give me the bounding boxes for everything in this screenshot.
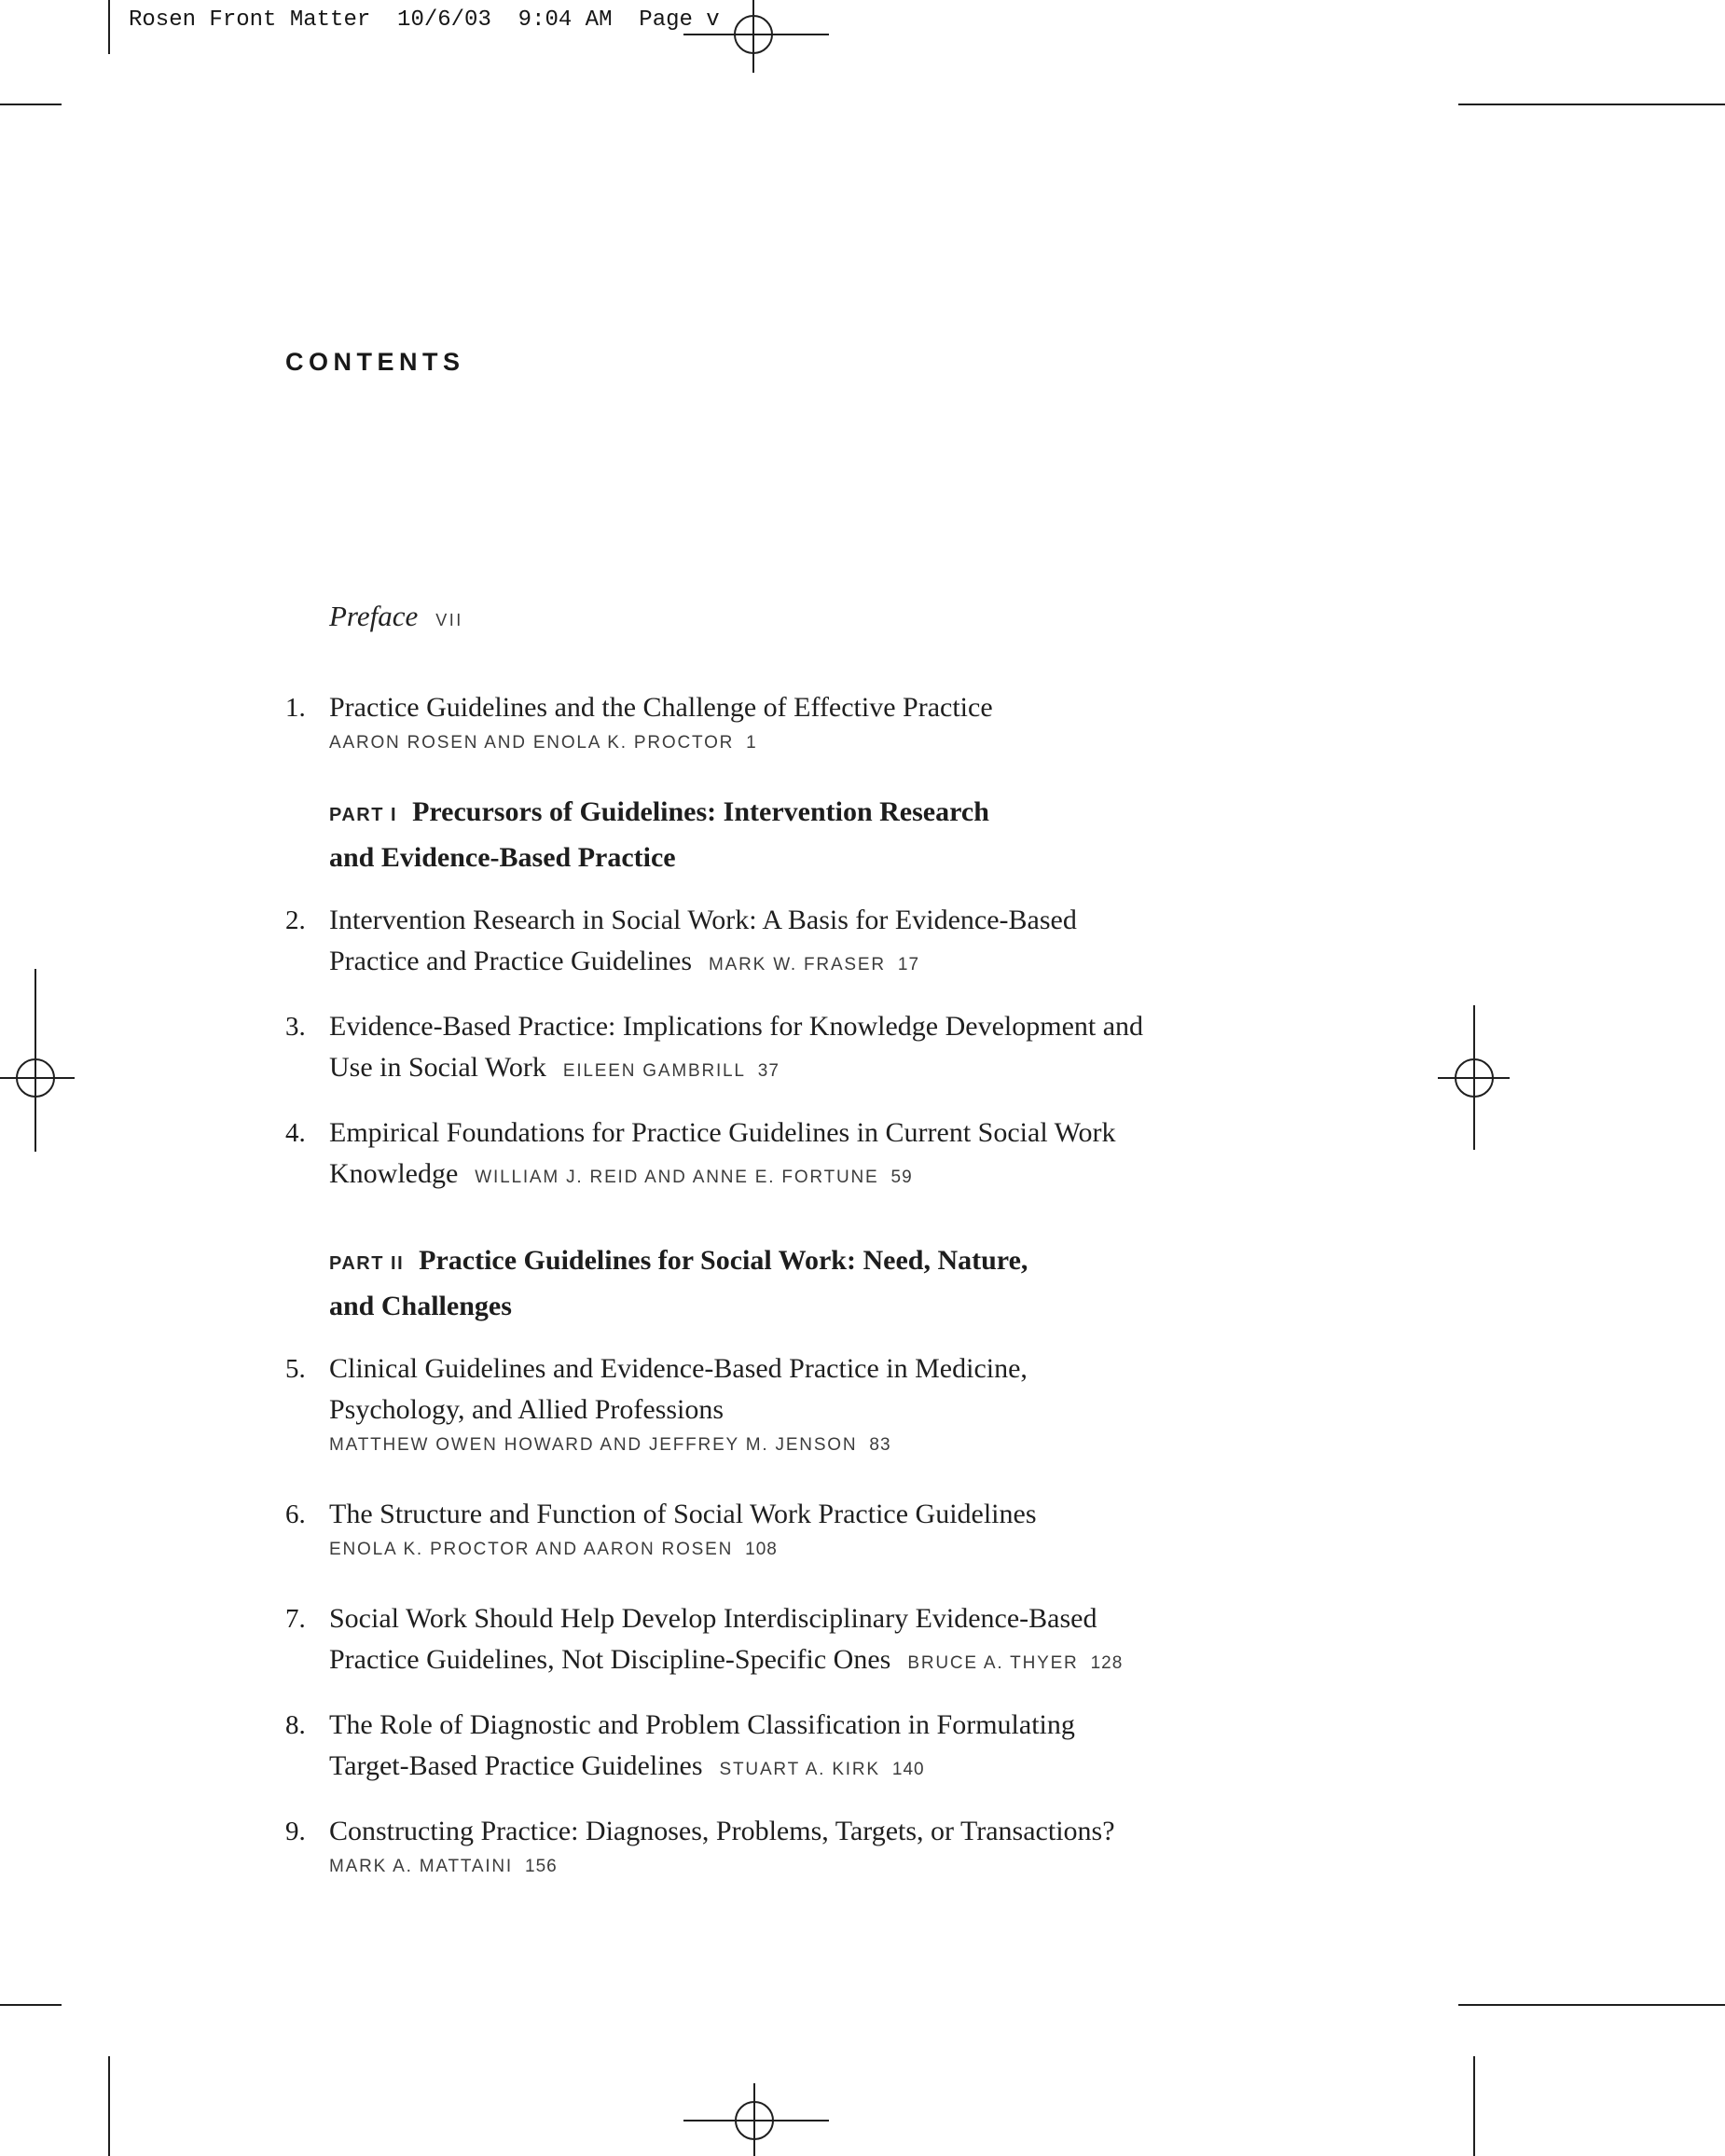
- part-label: PART II: [329, 1253, 405, 1274]
- chapter-number: 8.: [285, 1710, 306, 1740]
- chapter-title-text: Use in Social Work: [329, 1052, 546, 1083]
- chapter-title-line: Intervention Research in Social Work: A Basis for Evidence-Based: [329, 905, 1077, 935]
- chapter-title-line: [329, 1047, 1255, 1092]
- toc-entry-2: [285, 900, 1255, 986]
- chapter-title-line: [329, 1154, 1255, 1198]
- printer-slug-text: Rosen Front Matter 10/6/03 9:04 AM Page v: [129, 7, 720, 33]
- chapter-page-number: 156: [525, 1857, 558, 1876]
- trim-mark-top-right: [1458, 104, 1725, 105]
- chapter-title-line: [329, 941, 1255, 986]
- part-title-line: Precursors of Guidelines: Intervention Research: [412, 796, 989, 827]
- chapter-page-number: 140: [891, 1760, 925, 1779]
- toc-entry-8: [285, 1705, 1255, 1790]
- registration-mark-bottom: [683, 2083, 829, 2156]
- trim-mark-bottom-left: [0, 2004, 62, 2006]
- trim-mark-bottom-left-vertical: [108, 2056, 110, 2156]
- part-heading-2: [329, 1240, 1255, 1327]
- part-title-line: Practice Guidelines for Social Work: Need, Nature,: [419, 1245, 1028, 1276]
- author-names: BRUCE A. THYER: [907, 1653, 1079, 1673]
- chapter-title-line: [329, 1639, 1255, 1684]
- author-names: ENOLA K. PROCTOR AND AARON ROSEN: [329, 1540, 734, 1559]
- author-names: MARK W. FRASER: [709, 955, 886, 974]
- chapter-page-number: 128: [1090, 1653, 1124, 1673]
- contents-column: [285, 0, 1255, 1915]
- part-title-line: and Evidence-Based Practice: [329, 842, 676, 873]
- trim-mark-top-left: [0, 104, 62, 105]
- author-names: WILLIAM J. REID AND ANNE E. FORTUNE: [475, 1168, 879, 1187]
- chapter-page-number: 59: [890, 1168, 913, 1187]
- chapter-authors: [329, 1434, 1255, 1457]
- chapter-authors: [563, 1061, 780, 1081]
- chapter-authors: [709, 955, 919, 974]
- chapter-number: 3.: [285, 1012, 306, 1042]
- part-heading-1: [329, 792, 1255, 878]
- preface-title: Preface: [329, 600, 419, 632]
- chapter-page-number: 37: [757, 1061, 780, 1081]
- chapter-page-number: 17: [897, 955, 920, 974]
- part-title-line: and Challenges: [329, 1291, 512, 1321]
- chapter-page-number: 1: [746, 733, 757, 753]
- chapter-title-line: Constructing Practice: Diagnoses, Problems, Targets, or Transactions?: [329, 1816, 1115, 1846]
- preface-page-number: VII: [435, 611, 463, 629]
- chapter-page-number: 83: [869, 1435, 891, 1455]
- chapter-number: 6.: [285, 1500, 306, 1529]
- chapter-authors: [720, 1760, 925, 1779]
- chapter-title-text: Practice Guidelines, Not Discipline-Specific Ones: [329, 1644, 891, 1675]
- part-label: PART I: [329, 805, 398, 825]
- author-names: MARK A. MATTAINI: [329, 1857, 513, 1876]
- toc-entry-3: [285, 1006, 1255, 1092]
- chapter-title-line: Social Work Should Help Develop Interdisciplinary Evidence-Based: [329, 1603, 1097, 1634]
- registration-mark-left: [0, 969, 75, 1152]
- chapter-title-line: Psychology, and Allied Professions: [329, 1394, 724, 1425]
- toc-entry-7: [285, 1598, 1255, 1684]
- chapter-number: 4.: [285, 1118, 306, 1148]
- author-names: AARON ROSEN AND ENOLA K. PROCTOR: [329, 733, 735, 753]
- chapter-page-number: 108: [745, 1540, 778, 1559]
- chapter-title-text: Target-Based Practice Guidelines: [329, 1750, 703, 1781]
- registration-mark-right: [1438, 1005, 1510, 1150]
- chapter-number: 5.: [285, 1354, 306, 1384]
- author-names: STUART A. KIRK: [719, 1760, 880, 1779]
- chapter-title-line: Practice Guidelines and the Challenge of Effective Practice: [329, 692, 993, 723]
- chapter-authors: [329, 1539, 1255, 1561]
- chapter-title-line: Empirical Foundations for Practice Guidelines in Current Social Work: [329, 1117, 1116, 1148]
- chapter-authors: [329, 732, 1255, 754]
- author-names: EILEEN GAMBRILL: [562, 1061, 746, 1081]
- chapter-title-line: Evidence-Based Practice: Implications for Knowledge Development and: [329, 1011, 1144, 1042]
- chapter-title-line: The Structure and Function of Social Work Practice Guidelines: [329, 1499, 1037, 1529]
- toc-entry-4: [285, 1113, 1255, 1198]
- preface-entry: [329, 596, 1255, 643]
- chapter-number: 2.: [285, 905, 306, 935]
- chapter-authors: [475, 1168, 912, 1187]
- chapter-number: 1.: [285, 693, 306, 723]
- chapter-title-line: The Role of Diagnostic and Problem Classification in Formulating: [329, 1709, 1075, 1740]
- trim-mark-bottom-right-vertical: [1473, 2056, 1475, 2156]
- author-names: MATTHEW OWEN HOWARD AND JEFFREY M. JENSON: [329, 1435, 858, 1455]
- chapter-number: 9.: [285, 1817, 306, 1846]
- slug-box-left-rule: [108, 0, 110, 54]
- chapter-title-text: Knowledge: [329, 1158, 459, 1189]
- toc-entry-5: [285, 1348, 1255, 1457]
- chapter-title-line: [329, 1746, 1255, 1790]
- toc-entry-1: [285, 687, 1255, 754]
- toc-entry-9: [285, 1811, 1255, 1878]
- toc-entry-6: [285, 1494, 1255, 1561]
- chapter-title-line: Clinical Guidelines and Evidence-Based Practice in Medicine,: [329, 1353, 1028, 1384]
- chapter-authors: [329, 1856, 1255, 1878]
- trim-mark-bottom-right: [1458, 2004, 1725, 2006]
- page-title: CONTENTS: [285, 348, 465, 376]
- chapter-authors: [907, 1653, 1123, 1673]
- chapter-title-text: Practice and Practice Guidelines: [329, 946, 693, 976]
- chapter-number: 7.: [285, 1604, 306, 1634]
